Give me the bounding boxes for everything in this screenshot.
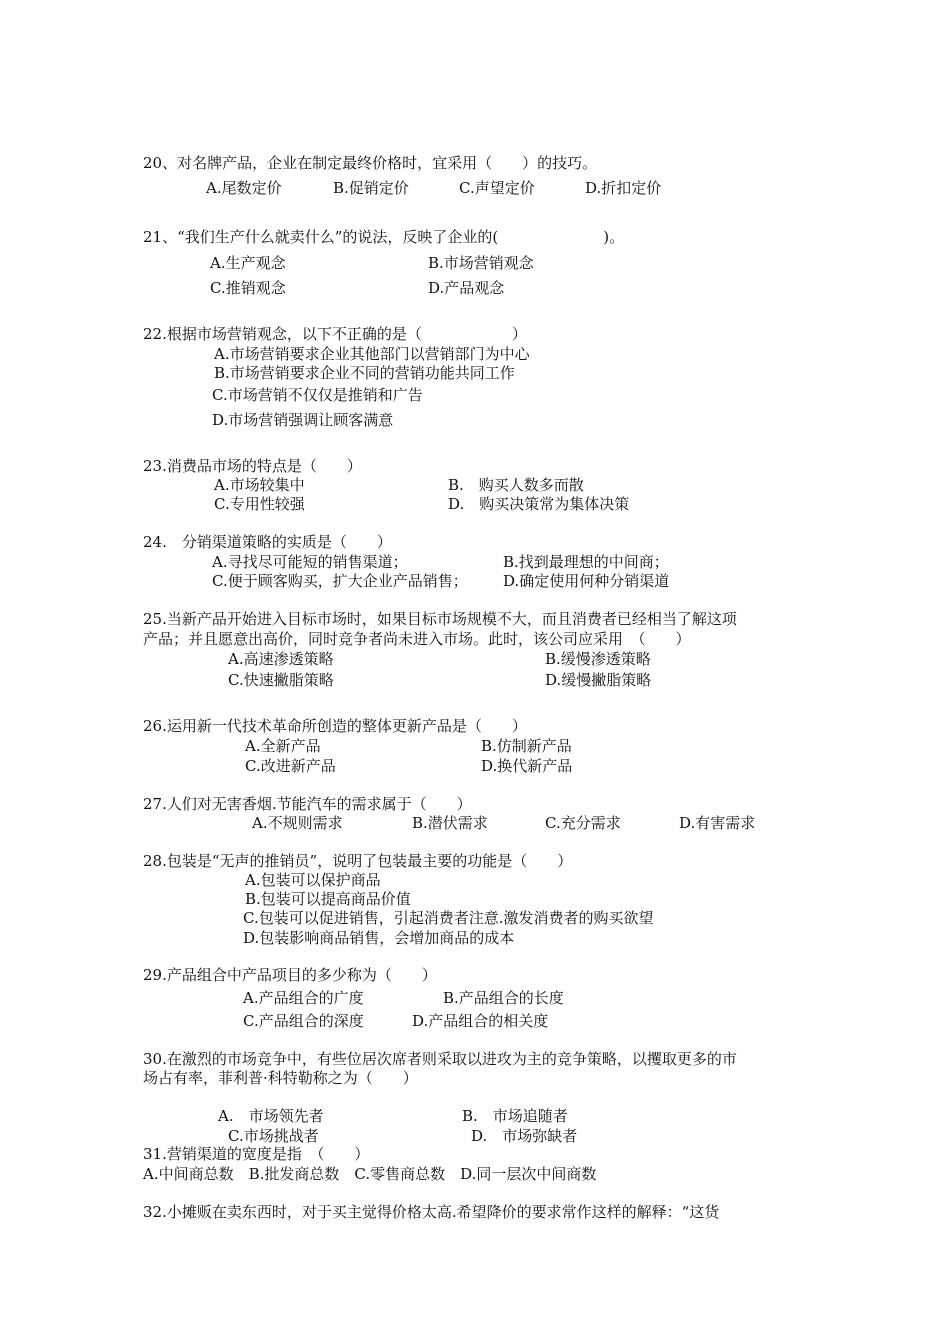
q21-option-d: D.产品观念 [428,279,505,297]
q22-option-c: C.市场营销不仅仅是推销和广告 [212,386,423,404]
q29-option-c: C.产品组合的深度 [243,1012,364,1030]
q27-option-c: C.充分需求 [545,814,621,832]
q25-option-b: B.缓慢渗透策略 [545,650,651,668]
q21-stem: 21、“我们生产什么就卖什么”的说法，反映了企业的( )。 [143,228,625,246]
q25-option-d: D.缓慢撇脂策略 [545,671,652,689]
q24-option-b: B.找到最理想的中间商； [503,553,669,571]
q21-option-c: C.推销观念 [210,279,286,297]
q28-option-c: C.包装可以促进销售，引起消费者注意.激发消费者的购买欲望 [243,909,654,927]
q28-option-b: B.包装可以提高商品价值 [245,890,411,908]
q29-option-a: A.产品组合的广度 [243,989,364,1007]
q22-option-a: A.市场营销要求企业其他部门以营销部门为中心 [214,345,530,363]
q28-option-a: A.包装可以保护商品 [245,871,381,889]
q29-option-b: B.产品组合的长度 [443,989,564,1007]
q27-option-a: A.不规则需求 [252,814,343,832]
q24-stem: 24. 分销渠道策略的实质是（ ） [143,533,392,551]
q26-option-b: B.仿制新产品 [481,737,572,755]
q25-stem-line1: 25.当新产品开始进入目标市场时，如果目标市场规模不大，而且消费者已经相当了解这项 [143,610,737,628]
q27-stem: 27.人们对无害香烟.节能汽车的需求属于（ ） [143,795,472,813]
q25-option-c: C.快速撇脂策略 [228,671,334,689]
q30-option-b: B. 市场追随者 [462,1107,568,1125]
q20-option-d: D.折扣定价 [585,179,662,197]
q31-stem: 31.营销渠道的宽度是指 （ ） [143,1145,370,1163]
q30-option-d: D. 市场弥缺者 [471,1127,578,1145]
q28-option-d: D.包装影响商品销售，会增加商品的成本 [243,929,515,947]
q25-option-a: A.高速渗透策略 [228,650,334,668]
q30-option-a: A. 市场领先者 [218,1107,324,1125]
q20-option-c: C.声望定价 [459,179,535,197]
q23-option-c: C.专用性较强 [214,495,305,513]
q22-option-d: D.市场营销强调让顾客满意 [212,411,394,429]
q20-stem: 20、对名牌产品，企业在制定最终价格时，宜采用（ ）的技巧。 [143,154,598,172]
q29-option-d: D.产品组合的相关度 [412,1012,549,1030]
q24-option-a: A.寻找尽可能短的销售渠道； [212,553,408,571]
q22-stem: 22.根据市场营销观念，以下不正确的是（ ） [143,325,527,343]
q20-option-a: A.尾数定价 [206,179,282,197]
q27-option-b: B.潜伏需求 [412,814,488,832]
q22-option-b: B.市场营销要求企业不同的营销功能共同工作 [214,364,515,382]
q26-stem: 26.运用新一代技术革命所创造的整体更新产品是（ ） [143,717,527,735]
q28-stem: 28.包装是“无声的推销员”，说明了包装最主要的功能是（ ） [143,852,573,870]
q27-option-d: D.有害需求 [679,814,756,832]
q23-option-b: B. 购买人数多而散 [448,476,584,494]
q24-option-c: C.便于顾客购买，扩大企业产品销售； [212,572,468,590]
q26-option-c: C.改进新产品 [245,757,336,775]
q26-option-a: A.全新产品 [245,737,321,755]
q25-stem-line2: 产品；并且愿意出高价，同时竞争者尚未进入市场。此时，该公司应采用 （ ） [143,630,691,648]
q21-option-a: A.生产观念 [210,254,286,272]
q31-options: A.中间商总数 B.批发商总数 C.零售商总数 D.同一层次中间商数 [143,1165,597,1183]
q32-stem: 32.小摊贩在卖东西时，对于买主觉得价格太高.希望降价的要求常作这样的解释：“这货 [143,1203,720,1221]
q23-option-a: A.市场较集中 [214,476,305,494]
q30-stem-line2: 场占有率，菲利普·科特勒称之为（ ） [143,1069,418,1087]
q29-stem: 29.产品组合中产品项目的多少称为（ ） [143,966,437,984]
q23-stem: 23.消费品市场的特点是（ ） [143,457,362,475]
q26-option-d: D.换代新产品 [481,757,573,775]
q21-option-b: B.市场营销观念 [428,254,534,272]
q30-stem-line1: 30.在激烈的市场竞争中，有些位居次席者则采取以进攻为主的竞争策略，以攫取更多的市 [143,1050,737,1068]
q20-option-b: B.促销定价 [333,179,409,197]
q24-option-d: D.确定使用何种分销渠道 [503,572,670,590]
q30-option-c: C.市场挑战者 [228,1127,319,1145]
q23-option-d: D. 购买决策常为集体决策 [448,495,630,513]
